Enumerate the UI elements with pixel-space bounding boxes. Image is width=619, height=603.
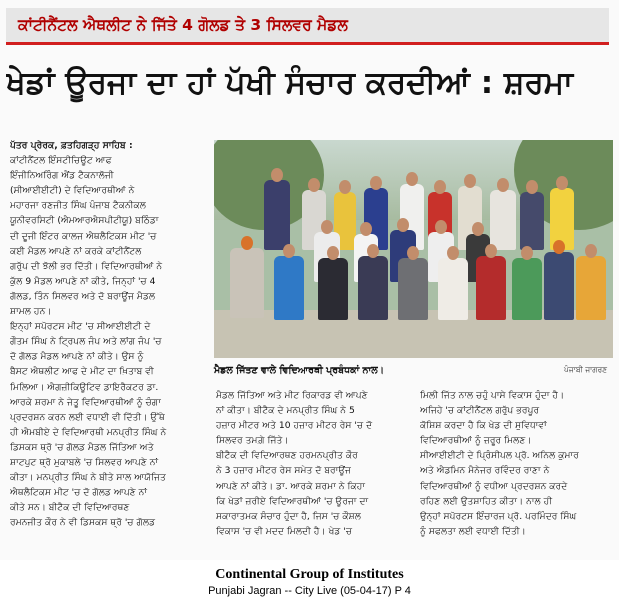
photo-person [398, 258, 428, 320]
article-column-middle [216, 388, 414, 539]
article-line: ਕਾਂਟੀਨੈਂਟਲ ਇੰਸਟੀਚਿਊਟ ਆਫ [10, 155, 112, 167]
photo-person-head [521, 246, 533, 260]
photo-person-head [407, 246, 419, 260]
photo-person-head [327, 246, 339, 260]
article-line: ਦੀ ਦੂਜੀ ਇੰਟਰ ਕਾਲਜ ਐਥਲੈਟਿਕਸ ਮੀਟ 'ਚ [10, 230, 157, 242]
photo-person-head [485, 244, 497, 258]
photo-person-head [435, 220, 447, 234]
article-line: ਵਿਕਾਸ 'ਚ ਵੀ ਮਦਦ ਮਿਲਦੀ ਹੈ। ਖੇਡ 'ਚ [216, 525, 353, 537]
article-line: ਕੋਸ਼ਿਸ਼ ਕਰਦਾ ਹੈ ਕਿ ਖੇਡ ਦੀ ਸੁਵਿਧਾਵਾਂ [420, 420, 547, 432]
article-line: ਬੀਟੈਕ ਦੀ ਵਿਦਿਆਰਥਣ ਹਰਮਨਪ੍ਰੀਤ ਕੌਰ [216, 450, 358, 462]
photo-person [476, 256, 506, 320]
footer-title: Continental Group of Institutes [215, 567, 404, 582]
photo-person [358, 256, 388, 320]
article-column-left [10, 138, 208, 530]
photo-person [264, 180, 290, 250]
photo-person-head [339, 180, 351, 194]
photo-person-head [556, 176, 568, 190]
article-line: ਯੂਨੀਵਰਸਿਟੀ (ਐਮਆਰਐਸਪੀਟੀਯੂ) ਬਠਿੰਡਾ [10, 215, 159, 227]
article-line: ਐਥਲੈਟਿਕਸ ਮੀਟ 'ਚ ਦੋ ਗੋਲਡ ਆਪਣੇ ਨਾਂ [10, 487, 147, 499]
article-line: ਬੈਸਟ ਐਥਲੀਟ ਆਫ ਦੇ ਮੀਟ ਦਾ ਖ਼ਿਤਾਬ ਵੀ [10, 366, 154, 378]
article-line: ਰਮਨਜੀਤ ਕੌਰ ਨੇ ਵੀ ਡਿਸਕਸ ਥ੍ਰੋ 'ਚ ਗੋਲਡ [10, 517, 156, 529]
article-line: ਉਨ੍ਹਾਂ ਸਪੋਰਟਸ ਇੰਚਾਰਜ ਪ੍ਰੋ. ਪਰਮਿੰਦਰ ਸਿੰਘ [420, 510, 577, 522]
article-line: ਕੀਤਾ। ਮਨਪ੍ਰੀਤ ਸਿੰਘ ਨੇ ਬੀਤੇ ਸਾਲ ਆਯੋਜਿਤ [10, 472, 166, 484]
article-line: ਗੌਤਮ ਸਿੰਘ ਨੇ ਟ੍ਰਿਪਲ ਜੰਪ ਅਤੇ ਲਾਂਗ ਜੰਪ 'ਚ [10, 336, 162, 348]
topbar-title: ਕਾਂਟੀਨੈਂਟਲ ਐਥਲੀਟ ਨੇ ਜਿੱਤੇ 4 ਗੋਲਡ ਤੇ 3 ਸਿਲਵਰ ਮੈਡਲ [18, 15, 348, 34]
article-line: ਆਰਕੇ ਸ਼ਰਮਾ ਨੇ ਜੇਤੂ ਵਿਦਿਆਰਥੀਆਂ ਨੂੰ ਚੰਗਾ [10, 396, 161, 408]
photo-caption-row [214, 362, 613, 378]
article-line: ਇੰਜੀਨਿਅਰਿੰਗ ਐਂਡ ਟੈਕਨਾਲੋਜੀ [10, 170, 114, 182]
article-line: ਸ਼ਾਮਲ ਹਨ। [10, 306, 52, 318]
article-line: ਮਿਲੀ ਜਿੱਤ ਨਾਲ ਚਹੁੰ ਪਾਸੇ ਵਿਕਾਸ ਹੁੰਦਾ ਹੈ। [420, 390, 565, 401]
photo-person [230, 248, 264, 318]
photo-person [438, 258, 468, 320]
article-line: ਸਕਾਰਾਤਮਕ ਸੰਚਾਰ ਹੁੰਦਾ ਹੈ, ਜਿਸ 'ਚ ਕੌਸ਼ਲ [216, 510, 361, 522]
photo-person-head [553, 240, 565, 254]
photo-person [490, 190, 516, 250]
article-line: ਇਨ੍ਹਾਂ ਸਪੋਰਟਸ ਮੀਟ 'ਚ ਸੀਆਈਈਟੀ ਦੇ [10, 321, 151, 333]
article-line: ਵਿਦਿਆਰਥੀਆਂ ਨੂੰ ਵਧੀਆ ਪ੍ਰਦਰਸ਼ਨ ਕਰਦੇ [420, 480, 568, 492]
article-line: ਪ੍ਰਦਰਸ਼ਨ ਕਰਨ ਲਈ ਵਧਾਈ ਵੀ ਦਿੱਤੀ। ਉੱਥੇ [10, 411, 165, 423]
clipping-topbar [6, 8, 609, 45]
article-line: ਦੋ ਗੋਲਡ ਮੈਡਲ ਆਪਣੇ ਨਾਂ ਕੀਤੇ। ਉਸ ਨੂੰ [10, 351, 144, 363]
photo-person [544, 252, 574, 320]
photo-person-head [241, 236, 253, 250]
article-line: ਨਾਂ ਕੀਤਾ। ਬੀਟੈਕ ਦੇ ਮਨਪ੍ਰੀਤ ਸਿੰਘ ਨੇ 5 [216, 405, 355, 417]
photo-person-head [526, 180, 538, 194]
article-line: ਨੇ 3 ਹਜ਼ਾਰ ਮੀਟਰ ਰੇਸ ਸਮੇਤ ਦੋ ਬਰਾਊਂਜ [216, 465, 352, 477]
photo-person [520, 192, 544, 250]
article-line: ਮੈਡਲ ਜਿੱਤਿਆ ਅਤੇ ਮੀਟ ਰਿਕਾਰਡ ਵੀ ਆਪਣੇ [216, 390, 368, 401]
photo-person-head [370, 176, 382, 190]
article-line: ਕੀਤੇ ਸਨ। ਬੀਟੈਕ ਦੀ ਵਿਦਿਆਰਥਣ [10, 502, 130, 514]
photo-person [318, 258, 348, 320]
footer-source: Punjabi Jagran -- City Live (05-04-17) P 4 [208, 585, 411, 597]
article-line: ਆਪਣੇ ਨਾਂ ਕੀਤੇ। ਡਾ. ਆਰਕੇ ਸ਼ਰਮਾ ਨੇ ਕਿਹਾ [216, 480, 365, 492]
photo-person-head [308, 178, 320, 192]
article-line: ਸੀਆਈਈਟੀ ਦੇ ਪ੍ਰਿੰਸੀਪਲ ਪ੍ਰੋ. ਅਨਿਲ ਕੁਮਾਰ [420, 450, 579, 462]
photo-person-head [447, 246, 459, 260]
photo-person [512, 258, 542, 320]
article-line: ਹੀ ਐਮਬੀਏ ਦੇ ਵਿਦਿਆਰਥੀ ਮਨਪ੍ਰੀਤ ਸਿੰਘ ਨੇ [10, 426, 167, 438]
photo-person-head [283, 244, 295, 258]
article-line: (ਸੀਆਈਈਟੀ) ਦੇ ਵਿਦਿਆਰਥੀਆਂ ਨੇ [10, 185, 135, 197]
article-line: ਅਜਿਹੇ 'ਚ ਕਾਂਟੀਨੈਂਟਲ ਗਰੁੱਪ ਭਰਪੂਰ [420, 405, 540, 417]
byline: ਪੱਤਰ ਪ੍ਰੇਰਕ, ਫ਼ਤਹਿਗੜ੍ਹ ਸਾਹਿਬ : [10, 140, 133, 151]
photo-person [274, 256, 304, 320]
article-line: ਅਤੇ ਐਡਮਿਨ ਮੈਨੇਜਰ ਰਵਿੰਦਰ ਰਾਣਾ ਨੇ [420, 465, 550, 477]
photo-person-head [406, 172, 418, 186]
photo-person-head [472, 222, 484, 236]
article-line: ਕਈ ਮੈਡਲ ਆਪਣੇ ਨਾਂ ਕਰਕੇ ਕਾਂਟੀਨੈਂਟਲ [10, 245, 142, 257]
photo-person-head [321, 220, 333, 234]
photo-credit: ਪੰਜਾਬੀ ਜਾਗਰਣ [564, 365, 607, 374]
photo-person [576, 256, 606, 320]
photo-caption: ਮੈਡਲ ਜਿੱਤਣ ਵਾਲੇ ਵਿਦਿਆਰਥੀ ਪ੍ਰਬੰਧਕਾਂ ਨਾਲ। [214, 364, 385, 376]
article-line: ਮਹਾਰਜਾ ਰਣਜੀਤ ਸਿੰਘ ਪੰਜਾਬ ਟੈਕਨੀਕਲ [10, 200, 146, 212]
article-column-right [420, 388, 616, 539]
photo-person-head [585, 244, 597, 258]
article-line: ਰਹਿਣ ਲਈ ਉਤਸ਼ਾਹਿਤ ਕੀਤਾ। ਨਾਲ ਹੀ [420, 495, 553, 507]
article-line: ਸਿਲਵਰ ਤਮਗ਼ੇ ਜਿੱਤੇ। [216, 435, 289, 447]
article-line: ਹਜ਼ਾਰ ਮੀਟਰ ਅਤੇ 10 ਹਜ਼ਾਰ ਮੀਟਰ ਰੇਸ 'ਚ ਦੋ [216, 420, 373, 432]
headline: ਖੇਡਾਂ ਊਰਜਾ ਦਾ ਹਾਂ ਪੱਖੀ ਸੰਚਾਰ ਕਰਦੀਆਂ : ਸ਼ਰਮਾ [6, 65, 574, 101]
article-line: ਸ਼ਾਟਪੁਟ ਥ੍ਰੋ ਮੁਕਾਬਲੇ 'ਚ ਸਿਲਵਰ ਆਪਣੇ ਨਾਂ [10, 456, 159, 468]
photo-person-head [271, 168, 283, 182]
article-line: ਕਿ ਖੇਡਾਂ ਜ਼ਰੀਏ ਵਿਦਿਆਰਥੀਆਂ 'ਚ ਊਰਜਾ ਦਾ [216, 495, 369, 507]
photo-person-head [397, 218, 409, 232]
photo-person-head [360, 222, 372, 236]
photo-person-head [464, 174, 476, 188]
group-photo [214, 140, 613, 358]
article-line: ਵਿਦਿਆਰਥੀਆਂ ਨੂੰ ਜ਼ਰੂਰ ਮਿਲਣ। [420, 435, 532, 447]
photo-person-head [367, 244, 379, 258]
article-line: ਗੋਲਡ, ਤਿੰਨ ਸਿਲਵਰ ਅਤੇ ਦੋ ਬਰਾਊਂਜ ਮੈਡਲ [10, 290, 156, 302]
photo-person-head [434, 180, 446, 194]
article-line: ਮਿਲਿਆ। ਐਗਜ਼ੀਕਿਊਟਿਵ ਡਾਇਰੈਕਟਰ ਡਾ. [10, 381, 159, 393]
photo-person-head [497, 178, 509, 192]
article-line: ਕੁੱਲ 9 ਮੈਡਲ ਆਪਣੇ ਨਾਂ ਕੀਤੇ, ਜਿਨ੍ਹਾਂ 'ਚ 4 [10, 275, 156, 287]
article-line: ਡਿਸਕਸ ਥ੍ਰੋ 'ਚ ਗੋਲਡ ਮੈਡਲ ਜਿੱਤਿਆ ਅਤੇ [10, 441, 154, 453]
article-line: ਨੂੰ ਸਫਲਤਾ ਲਈ ਵਧਾਈ ਦਿੱਤੀ। [420, 525, 526, 537]
article-line: ਗਰੁੱਪ ਦੀ ਝੋਲੀ ਭਰ ਦਿੱਤੀ। ਵਿਦਿਆਰਥੀਆਂ ਨੇ [10, 260, 163, 272]
